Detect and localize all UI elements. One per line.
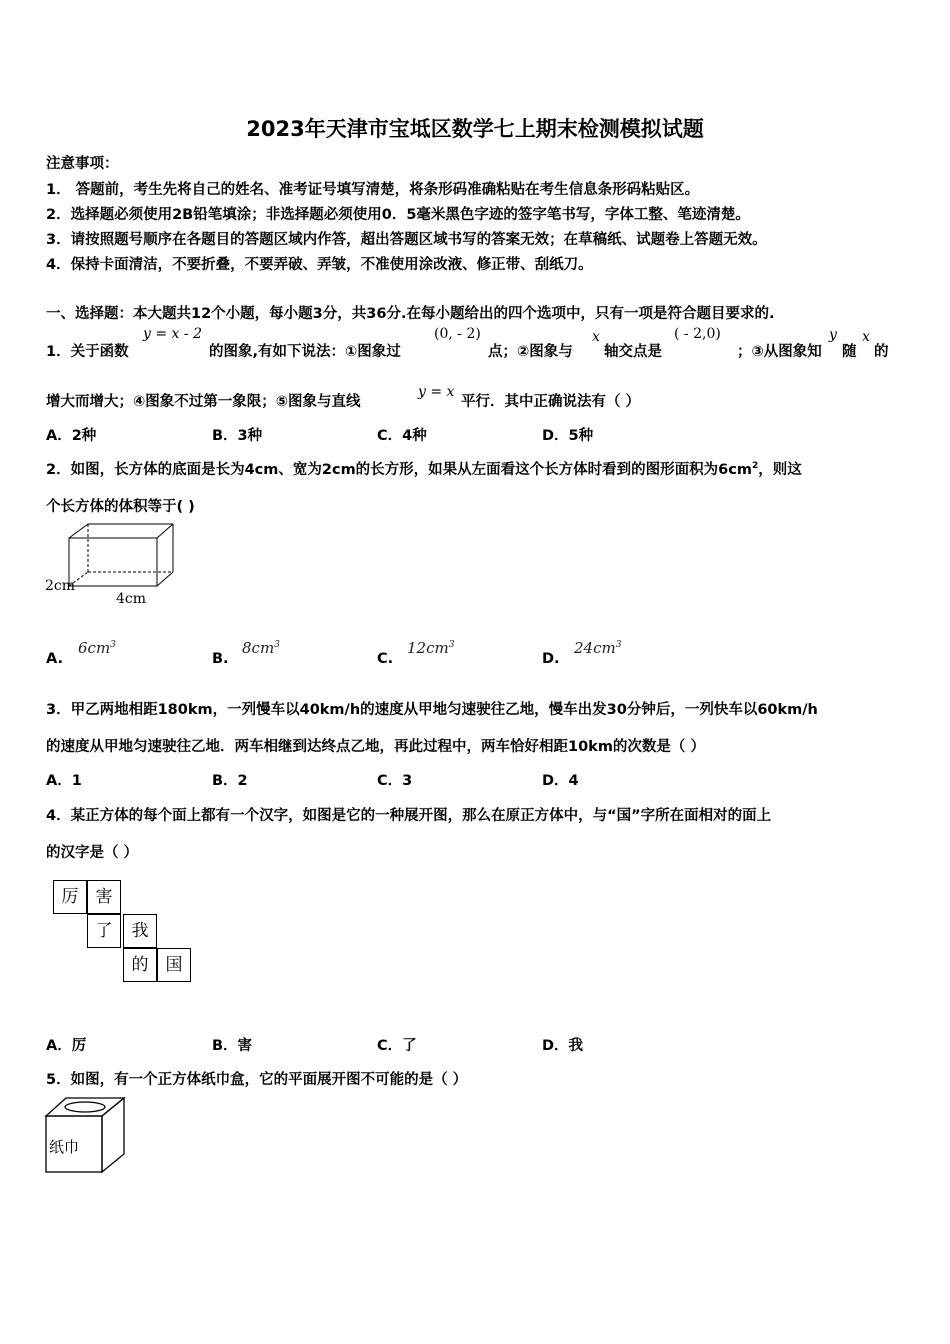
net-cell: 厉: [53, 880, 87, 914]
q2-text: 个长方体的体积等于( ): [46, 499, 195, 515]
q1-option-a[interactable]: A．2种: [46, 428, 97, 444]
q3-text: 3．甲乙两地相距180km，一列慢车以40km/h的速度从甲地匀速驶往乙地，慢车出发30分钟后，一列快车以60km/h: [46, 702, 818, 718]
cuboid-width-label: 2cm: [45, 578, 76, 594]
section-heading: 一、选择题：本大题共12个小题，每小题3分，共36分.在每小题给出的四个选项中，只有一项是符合题目要求的.: [46, 306, 775, 322]
notice-item: 4．保持卡面清洁，不要折叠，不要弄破、弄皱，不准使用涂改液、修正带、刮纸刀。: [46, 257, 593, 273]
q2-option-b-value[interactable]: $8cm^3$: [242, 639, 280, 657]
q1-line-formula: y = x: [418, 384, 455, 400]
q1-text: 随: [842, 344, 857, 360]
net-cell: 的: [123, 948, 157, 982]
q1-point: ( - 2,0): [674, 326, 721, 342]
q2-option-c-letter[interactable]: C.: [377, 651, 394, 667]
q4-option-a[interactable]: A．厉: [46, 1038, 87, 1054]
q1-point: (0, - 2): [434, 326, 481, 342]
q3-text: 的速度从甲地匀速驶往乙地．两车相继到达终点乙地，再此过程中，两车恰好相距10km的次数是（ ）: [46, 739, 705, 755]
notice-item: 1． 答题前，考生先将自己的姓名、准考证号填写清楚，将条形码准确粘贴在考生信息条形码粘贴区。: [46, 182, 700, 198]
q1-formula: y = x - 2: [143, 326, 202, 342]
q1-text: 的图象,有如下说法：①图象过: [209, 344, 401, 360]
q1-option-b[interactable]: B．3种: [212, 428, 263, 444]
net-cell: 我: [123, 914, 157, 948]
tissue-box-label: 纸巾: [49, 1138, 80, 1156]
q2-option-d-value[interactable]: $24cm^3$: [574, 639, 622, 657]
q2-option-a-value[interactable]: $6cm^3$: [78, 639, 116, 657]
q1-var-y: y: [829, 327, 837, 343]
notice-item: 2．选择题必须使用2B铅笔填涂；非选择题必须使用0．5毫米黑色字迹的签字笔书写，字体工整、笔迹清楚。: [46, 207, 750, 223]
q2-option-c-value[interactable]: $12cm^3$: [407, 639, 455, 657]
q1-text: ；③从图象知: [737, 344, 822, 360]
q4-option-b[interactable]: B．害: [212, 1038, 253, 1054]
q1-text: 点；②图象与: [488, 344, 573, 360]
cuboid-front-face: [69, 538, 157, 586]
notice-heading: 注意事项：: [46, 156, 119, 172]
q2-option-d-letter[interactable]: D.: [542, 651, 560, 667]
q4-text: 的汉字是（ ）: [46, 845, 139, 861]
q3-option-a[interactable]: A．1: [46, 773, 82, 789]
q1-var-x: x: [862, 329, 870, 345]
page-title: 2023年天津市宝坻区数学七上期末检测模拟试题: [246, 117, 704, 141]
q1-text: 1．关于函数: [46, 344, 129, 360]
q1-option-d[interactable]: D．5种: [542, 428, 594, 444]
q2-text: 2．如图，长方体的底面是长为4cm、宽为2cm的长方形，如果从左面看这个长方体时看到的图形面积为$6cm^2$，则这: [46, 461, 802, 478]
q2-option-a-letter[interactable]: A.: [46, 651, 63, 667]
box-side-face: [102, 1098, 124, 1172]
q5-text: 5．如图，有一个正方体纸巾盒，它的平面展开图不可能的是（ ）: [46, 1072, 468, 1088]
q3-option-d[interactable]: D．4: [542, 773, 579, 789]
cuboid-length-label: 4cm: [116, 591, 147, 607]
q3-option-b[interactable]: B．2: [212, 773, 248, 789]
q4-option-d[interactable]: D．我: [542, 1038, 584, 1054]
box-opening: [65, 1102, 105, 1112]
q1-text: 增大而增大；④图象不过第一象限；⑤图象与直线: [46, 394, 361, 410]
q2-option-b-letter[interactable]: B.: [212, 651, 229, 667]
q1-text: 的: [874, 344, 889, 360]
net-cell: 害: [87, 880, 121, 914]
q1-var-x: x: [592, 329, 600, 345]
q1-text: 轴交点是: [604, 344, 662, 360]
q1-option-c[interactable]: C．4种: [377, 428, 427, 444]
q3-option-c[interactable]: C．3: [377, 773, 413, 789]
cuboid-figure: [60, 520, 180, 592]
q1-text: 平行．其中正确说法有（ ）: [461, 394, 641, 410]
notice-item: 3．请按照题号顺序在各题目的答题区域内作答，超出答题区域书写的答案无效；在草稿纸、试题卷上答题无效。: [46, 232, 767, 248]
net-cell: 国: [157, 948, 191, 982]
q4-option-c[interactable]: C．了: [377, 1038, 417, 1054]
q4-text: 4．某正方体的每个面上都有一个汉字，如图是它的一种展开图，那么在原正方体中，与“国”字所在面相对的面上: [46, 808, 772, 824]
net-cell: 了: [87, 914, 121, 948]
